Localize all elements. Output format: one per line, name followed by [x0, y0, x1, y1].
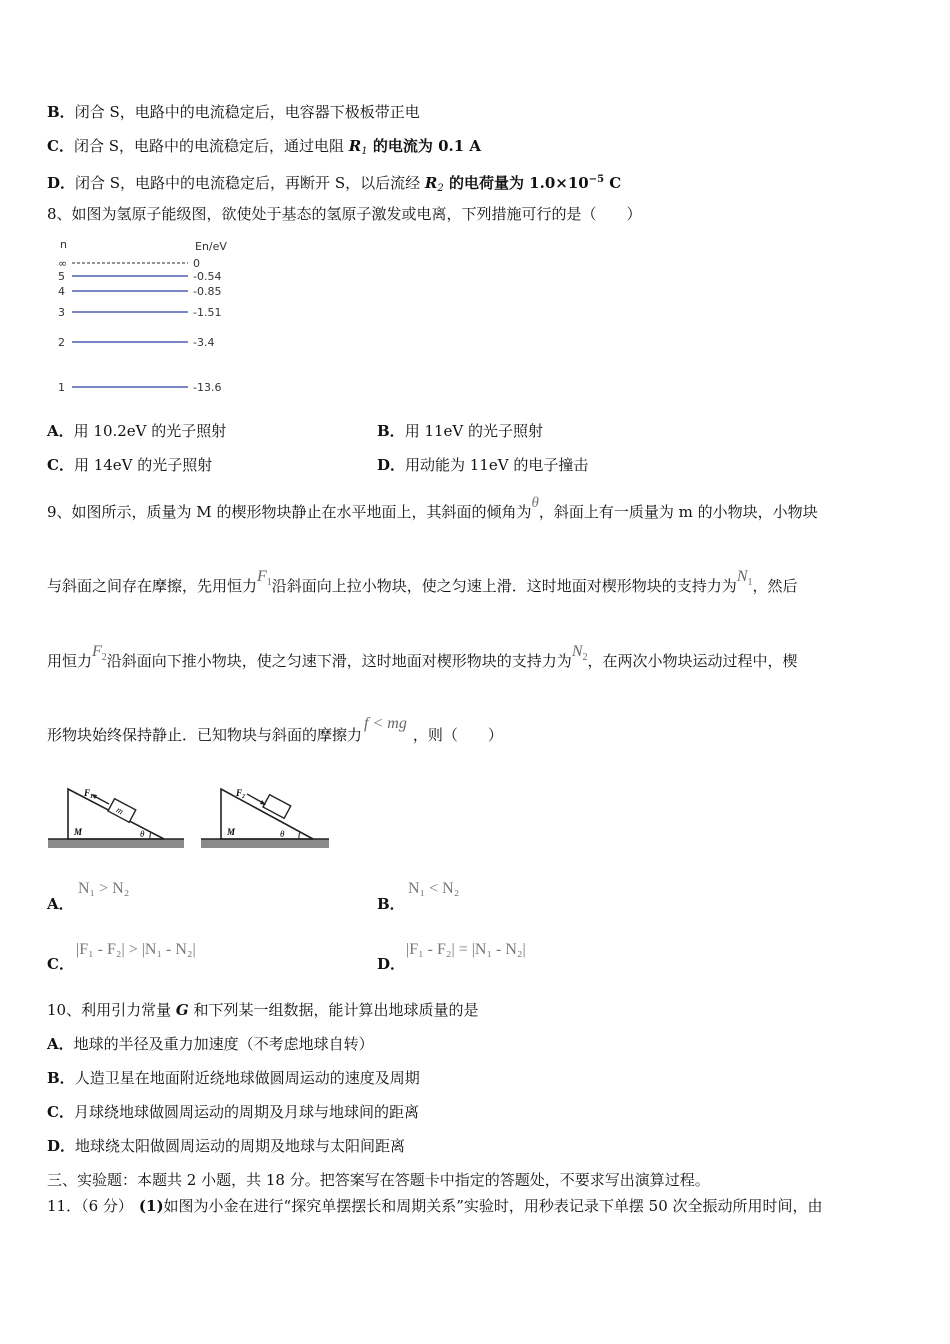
q10-option-A[interactable]	[47, 1034, 374, 1054]
q9-line-2	[47, 568, 798, 603]
q9-option-C-expr: |F₁ - F₂| > |N₁ - N₂|	[76, 941, 196, 958]
option-text-post: 的电流为 0.1 A	[367, 137, 482, 155]
option-label: A．	[47, 895, 74, 913]
option-text: 闭合 S，电路中的电流稳定后，通过电阻	[73, 137, 349, 155]
section-heading: 三、实验题：本题共 2 小题，共 18 分。把答案写在答题卡中指定的答题处，不要求写出演算过程。	[47, 1171, 710, 1189]
var-sub: 2	[437, 183, 444, 194]
q10-option-D[interactable]	[47, 1136, 405, 1156]
option-label: D．	[377, 955, 406, 973]
option-label: A．	[47, 422, 74, 440]
M-label: M	[74, 827, 83, 837]
N2-symbol: $N_2$	[571, 643, 588, 663]
level-n-label: 2	[58, 336, 65, 349]
option-text: 月球绕地球做圆周运动的周期及月球与地球间的距离	[73, 1103, 419, 1121]
q9-text: 与斜面之间存在摩擦，先用恒力	[47, 577, 258, 595]
M-label: M	[227, 827, 236, 837]
q9-text: 沿斜面向上拉小物块，使之匀速上滑．这时地面对楔形物块的支持力为	[271, 577, 737, 595]
option-text: 用 14eV 的光子照射	[73, 456, 213, 474]
q9-text: ，在两次小物块运动过程中，楔	[587, 652, 798, 670]
q10-stem	[47, 1000, 478, 1020]
q10-option-B[interactable]	[47, 1068, 420, 1088]
level-n-label: 1	[58, 381, 65, 394]
level-energy-label: -3.4	[193, 336, 215, 349]
theta-label: θ	[280, 829, 285, 839]
option-text: 用 10.2eV 的光子照射	[73, 422, 227, 440]
q9-option-B-expr: N₁ < N₂	[408, 880, 460, 897]
q9-text: 形物块始终保持静止．已知物块与斜面的摩擦力	[47, 726, 363, 744]
q9-text: 沿斜面向下推小物块，使之匀速下滑，这时地面对楔形物块的支持力为	[106, 652, 572, 670]
option-label: B．	[377, 895, 405, 913]
level-n-label: 3	[58, 306, 65, 319]
q9-option-B[interactable]	[377, 894, 405, 914]
q10-option-C[interactable]	[47, 1102, 419, 1122]
q9-text: 9、如图所示，质量为 M 的楔形物块静止在水平地面上，其斜面的倾角为	[47, 503, 532, 521]
q9-option-A[interactable]	[47, 894, 74, 914]
q11-text: 如图为小金在进行“探究单摆摆长和周期关系”实验时，用秒表记录下单摆 50 次全振动所用时间，由	[163, 1197, 823, 1215]
option-label: B．	[47, 1069, 75, 1087]
q8-option-A[interactable]	[47, 421, 226, 441]
option-label: B．	[377, 422, 405, 440]
q9-option-C[interactable]	[47, 954, 74, 974]
option-text: 闭合 S，电路中的电流稳定后，电容器下极板带正电	[74, 103, 420, 121]
n-axis-label: n	[60, 238, 67, 251]
F2-symbol: $F_2$	[92, 643, 107, 663]
option-D-prev	[47, 170, 621, 199]
option-text: 闭合 S，电路中的电流稳定后，再断开 S，以后流经	[75, 174, 425, 192]
q9-line-3	[47, 643, 798, 678]
theta-label: θ	[140, 829, 145, 839]
option-text: 地球绕太阳做圆周运动的周期及地球与太阳间距离	[75, 1137, 406, 1155]
energy-axis-label: En/eV	[195, 240, 227, 253]
F1-symbol: $F_1$	[257, 568, 272, 588]
option-text: 用动能为 11eV 的电子撞击	[405, 456, 589, 474]
q8-option-D[interactable]	[377, 455, 588, 475]
level-n-label: 5	[58, 270, 65, 283]
exponent: −5	[588, 174, 605, 185]
q11-part: (1)	[138, 1197, 164, 1215]
var-R: R	[348, 137, 362, 155]
q9-line-1	[47, 495, 818, 523]
N1-symbol: $N_1$	[736, 568, 753, 588]
q9-option-A-expr: N₁ > N₂	[78, 880, 130, 897]
option-label: B．	[47, 103, 75, 121]
level-energy-label: 0	[193, 257, 200, 270]
option-text-post: C	[604, 174, 622, 192]
option-text: 用 11eV 的光子照射	[404, 422, 544, 440]
option-text: 人造卫星在地面附近绕地球做圆周运动的速度及周期	[74, 1069, 420, 1087]
energy-levels	[58, 257, 221, 394]
option-C-prev	[47, 136, 481, 162]
option-label: C．	[47, 1103, 74, 1121]
q11-num: 11．（6 分）	[47, 1197, 133, 1215]
level-energy-label: -0.85	[193, 285, 222, 298]
level-n-label: ∞	[58, 257, 68, 270]
q10-text: 和下列某一组数据，能计算出地球质量的是	[188, 1001, 479, 1019]
G-symbol: G	[175, 1001, 189, 1019]
option-text-mid: 的电荷量为 1.0×10	[443, 174, 589, 192]
option-label: A．	[47, 1035, 74, 1053]
q9-text: ，斜面上有一质量为 m 的小物块，小物块	[538, 503, 818, 521]
q8-option-B[interactable]	[377, 421, 543, 441]
friction-inequality: f < mg	[364, 715, 407, 732]
q9-option-D[interactable]	[377, 954, 405, 974]
option-label: C．	[47, 137, 74, 155]
level-n-label: 4	[58, 285, 65, 298]
m-label: m	[114, 804, 126, 817]
option-B-prev	[47, 102, 420, 122]
option-label: C．	[47, 456, 74, 474]
q8-stem: 8、如图为氢原子能级图，欲使处于基态的氢原子激发或电离，下列措施可行的是（ ）	[47, 205, 642, 223]
level-energy-label: -0.54	[193, 270, 222, 283]
theta-symbol: θ	[531, 495, 539, 511]
option-text: 地球的半径及重力加速度（不考虑地球自转）	[73, 1035, 374, 1053]
wedge-figure-2	[199, 785, 339, 853]
level-energy-label: -13.6	[193, 381, 222, 394]
F1-label: F₁	[84, 788, 94, 798]
q9-option-D-expr: |F₁ - F₂| = |N₁ - N₂|	[406, 941, 526, 958]
F2-label: F₂	[236, 788, 246, 798]
option-label: D．	[47, 1137, 76, 1155]
var-R: R	[424, 174, 438, 192]
q8-option-C[interactable]	[47, 455, 212, 475]
option-label: C．	[47, 955, 74, 973]
option-label: D．	[47, 174, 76, 192]
q11-stem	[47, 1196, 823, 1216]
energy-level-diagram	[52, 236, 242, 400]
q9-text: ，则（ ）	[412, 726, 503, 744]
option-label: D．	[377, 456, 406, 474]
wedge-figure-1	[46, 785, 186, 853]
q10-text: 10、利用引力常量	[47, 1001, 176, 1019]
q9-text: 用恒力	[47, 652, 93, 670]
var-sub: 1	[361, 146, 368, 157]
level-energy-label: -1.51	[193, 306, 222, 319]
q9-line-4	[47, 715, 503, 746]
q9-text: ，然后	[752, 577, 798, 595]
